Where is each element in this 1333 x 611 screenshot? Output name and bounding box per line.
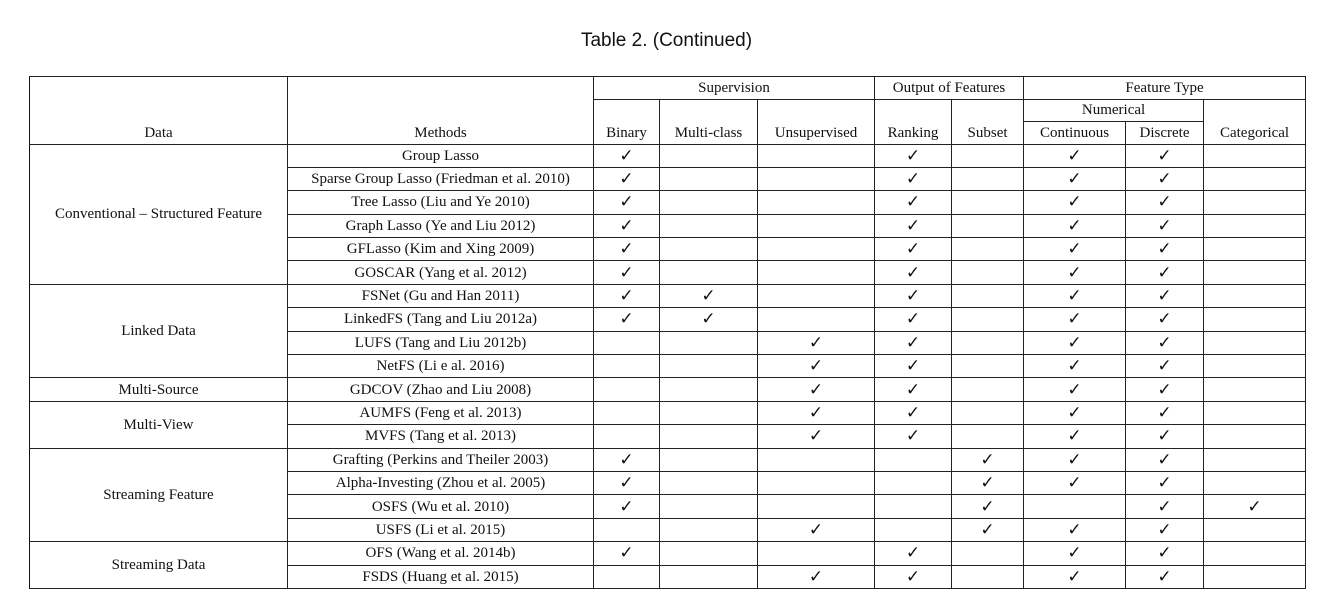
group-label-streaming-data: Streaming Data <box>30 542 288 589</box>
check-mark-icon: ✓ <box>594 144 660 167</box>
col-header-categorical: Categorical <box>1204 99 1306 144</box>
check-mark-icon: ✓ <box>1126 331 1204 354</box>
check-mark-icon: ✓ <box>875 355 952 378</box>
check-mark-icon: ✓ <box>875 214 952 237</box>
check-mark-icon: ✓ <box>594 284 660 307</box>
check-mark-icon: ✓ <box>1024 167 1126 190</box>
check-mark-icon: ✓ <box>875 331 952 354</box>
check-mark-icon: ✓ <box>1024 284 1126 307</box>
check-mark-icon: ✓ <box>758 331 875 354</box>
check-mark-icon: ✓ <box>594 448 660 471</box>
table-caption: Table 2. (Continued) <box>580 30 753 51</box>
check-mark-icon: ✓ <box>758 401 875 424</box>
method-name: Graph Lasso (Ye and Liu 2012) <box>288 214 594 237</box>
check-mark-icon: ✓ <box>758 565 875 588</box>
method-name: Alpha-Investing (Zhou et al. 2005) <box>288 471 594 494</box>
check-mark-icon: ✓ <box>758 378 875 401</box>
check-mark-icon: ✓ <box>875 191 952 214</box>
check-mark-icon: ✓ <box>875 542 952 565</box>
table-row <box>30 284 1306 307</box>
check-mark-icon: ✓ <box>594 261 660 284</box>
check-mark-icon: ✓ <box>875 565 952 588</box>
check-mark-icon: ✓ <box>875 284 952 307</box>
check-mark-icon: ✓ <box>1126 448 1204 471</box>
col-header-unsupervised: Unsupervised <box>758 99 875 144</box>
col-group-supervision: Supervision <box>594 77 875 100</box>
check-mark-icon: ✓ <box>1024 401 1126 424</box>
feature-selection-table <box>29 76 1306 589</box>
check-mark-icon: ✓ <box>1024 425 1126 448</box>
check-mark-icon: ✓ <box>1024 542 1126 565</box>
method-name: Grafting (Perkins and Theiler 2003) <box>288 448 594 471</box>
method-name: GOSCAR (Yang et al. 2012) <box>288 261 594 284</box>
check-mark-icon: ✓ <box>1126 471 1204 494</box>
check-mark-icon: ✓ <box>1126 191 1204 214</box>
col-header-methods: Methods <box>288 77 594 145</box>
check-mark-icon: ✓ <box>952 448 1024 471</box>
check-mark-icon: ✓ <box>758 518 875 541</box>
check-mark-icon: ✓ <box>875 308 952 331</box>
check-mark-icon: ✓ <box>952 518 1024 541</box>
table-row <box>30 144 1306 167</box>
check-mark-icon: ✓ <box>1024 261 1126 284</box>
method-name: GDCOV (Zhao and Liu 2008) <box>288 378 594 401</box>
check-mark-icon: ✓ <box>1126 144 1204 167</box>
check-mark-icon: ✓ <box>1126 425 1204 448</box>
check-mark-icon: ✓ <box>660 308 758 331</box>
check-mark-icon: ✓ <box>1126 238 1204 261</box>
check-mark-icon: ✓ <box>875 425 952 448</box>
check-mark-icon: ✓ <box>1126 214 1204 237</box>
check-mark-icon: ✓ <box>594 167 660 190</box>
method-name: OFS (Wang et al. 2014b) <box>288 542 594 565</box>
check-mark-icon: ✓ <box>1126 542 1204 565</box>
group-label-multi-source: Multi-Source <box>30 378 288 401</box>
check-mark-icon: ✓ <box>1126 401 1204 424</box>
check-mark-icon: ✓ <box>1126 308 1204 331</box>
table-row <box>30 378 1306 401</box>
check-mark-icon: ✓ <box>594 308 660 331</box>
method-name: LinkedFS (Tang and Liu 2012a) <box>288 308 594 331</box>
method-name: Tree Lasso (Liu and Ye 2010) <box>288 191 594 214</box>
method-name: LUFS (Tang and Liu 2012b) <box>288 331 594 354</box>
check-mark-icon: ✓ <box>660 284 758 307</box>
col-header-data: Data <box>30 77 288 145</box>
check-mark-icon: ✓ <box>1126 378 1204 401</box>
check-mark-icon: ✓ <box>758 355 875 378</box>
group-label-linked-data: Linked Data <box>30 284 288 378</box>
check-mark-icon: ✓ <box>1024 214 1126 237</box>
check-mark-icon: ✓ <box>594 238 660 261</box>
group-label-conventional: Conventional – Structured Feature <box>30 144 288 284</box>
check-mark-icon: ✓ <box>594 471 660 494</box>
check-mark-icon: ✓ <box>1126 284 1204 307</box>
check-mark-icon: ✓ <box>758 425 875 448</box>
table-row <box>30 448 1306 471</box>
method-name: OSFS (Wu et al. 2010) <box>288 495 594 518</box>
check-mark-icon: ✓ <box>1024 238 1126 261</box>
method-name: AUMFS (Feng et al. 2013) <box>288 401 594 424</box>
col-group-feature-type: Feature Type <box>1024 77 1306 100</box>
check-mark-icon: ✓ <box>1024 331 1126 354</box>
check-mark-icon: ✓ <box>1024 448 1126 471</box>
col-header-multi-class: Multi-class <box>660 99 758 144</box>
check-mark-icon: ✓ <box>875 378 952 401</box>
col-header-binary: Binary <box>594 99 660 144</box>
check-mark-icon: ✓ <box>875 238 952 261</box>
check-mark-icon: ✓ <box>875 144 952 167</box>
check-mark-icon: ✓ <box>1126 261 1204 284</box>
col-header-continuous: Continuous <box>1024 122 1126 145</box>
method-name: GFLasso (Kim and Xing 2009) <box>288 238 594 261</box>
check-mark-icon: ✓ <box>1024 471 1126 494</box>
check-mark-icon: ✓ <box>1024 144 1126 167</box>
col-group-numerical: Numerical <box>1024 99 1204 122</box>
check-mark-icon: ✓ <box>1024 355 1126 378</box>
check-mark-icon: ✓ <box>594 191 660 214</box>
method-name: FSNet (Gu and Han 2011) <box>288 284 594 307</box>
method-name: Group Lasso <box>288 144 594 167</box>
table-row <box>30 542 1306 565</box>
check-mark-icon: ✓ <box>875 261 952 284</box>
col-header-discrete: Discrete <box>1126 122 1204 145</box>
check-mark-icon: ✓ <box>952 495 1024 518</box>
check-mark-icon: ✓ <box>1204 495 1306 518</box>
check-mark-icon: ✓ <box>875 401 952 424</box>
method-name: MVFS (Tang et al. 2013) <box>288 425 594 448</box>
table-row <box>30 401 1306 424</box>
check-mark-icon: ✓ <box>1126 565 1204 588</box>
check-mark-icon: ✓ <box>594 542 660 565</box>
col-header-ranking: Ranking <box>875 99 952 144</box>
check-mark-icon: ✓ <box>594 495 660 518</box>
check-mark-icon: ✓ <box>952 471 1024 494</box>
method-name: FSDS (Huang et al. 2015) <box>288 565 594 588</box>
check-mark-icon: ✓ <box>1126 355 1204 378</box>
check-mark-icon: ✓ <box>594 214 660 237</box>
check-mark-icon: ✓ <box>1024 378 1126 401</box>
group-label-multi-view: Multi-View <box>30 401 288 448</box>
check-mark-icon: ✓ <box>1024 518 1126 541</box>
group-label-streaming-feature: Streaming Feature <box>30 448 288 542</box>
check-mark-icon: ✓ <box>1024 308 1126 331</box>
col-header-subset: Subset <box>952 99 1024 144</box>
check-mark-icon: ✓ <box>1126 167 1204 190</box>
method-name: USFS (Li et al. 2015) <box>288 518 594 541</box>
check-mark-icon: ✓ <box>1024 565 1126 588</box>
col-group-output-of-features: Output of Features <box>875 77 1024 100</box>
method-name: NetFS (Li e al. 2016) <box>288 355 594 378</box>
check-mark-icon: ✓ <box>1126 518 1204 541</box>
check-mark-icon: ✓ <box>1024 191 1126 214</box>
check-mark-icon: ✓ <box>875 167 952 190</box>
method-name: Sparse Group Lasso (Friedman et al. 2010) <box>288 167 594 190</box>
check-mark-icon: ✓ <box>1126 495 1204 518</box>
